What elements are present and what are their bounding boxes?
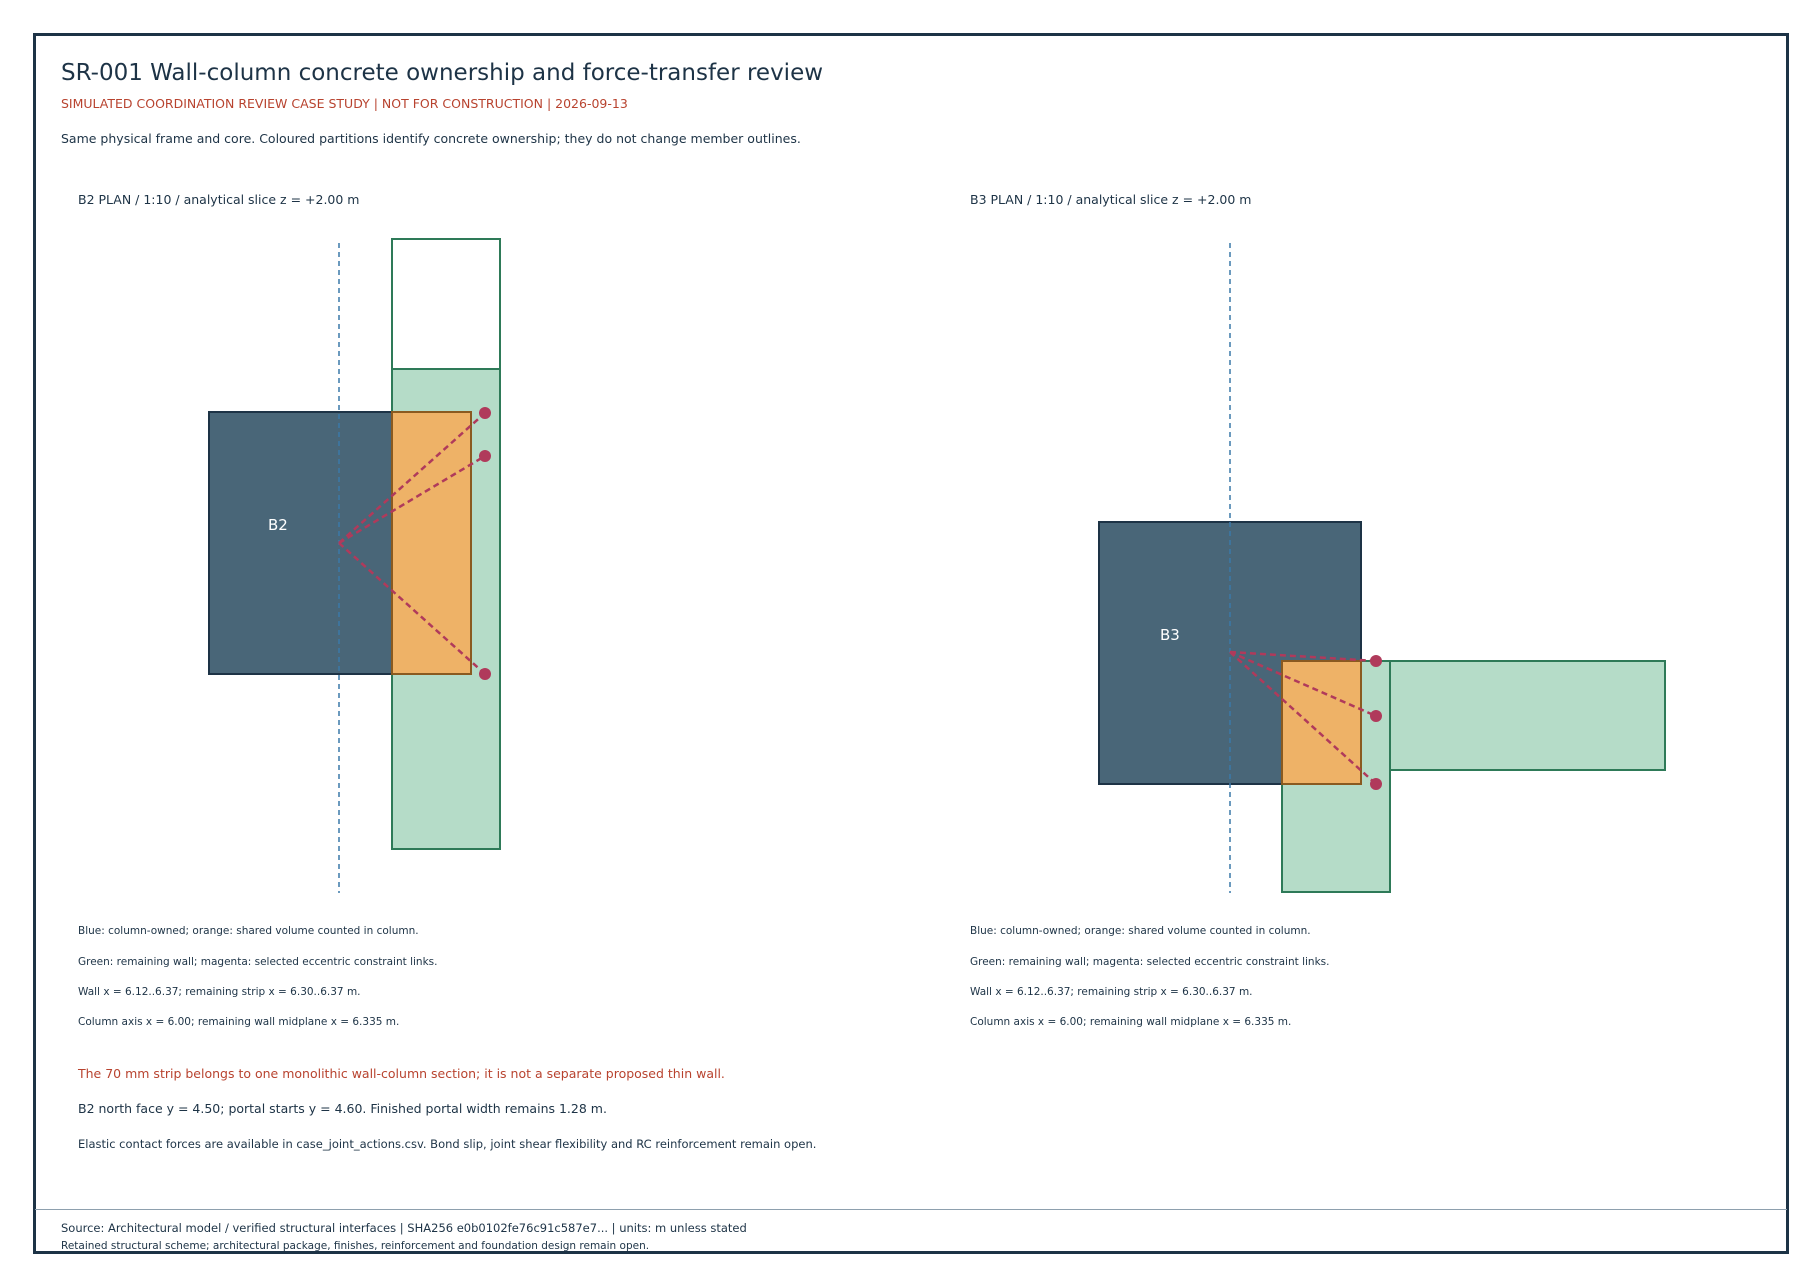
b3-link-node-1 [1370,655,1382,667]
intro-text: Same physical frame and core. Coloured partitions identify concrete ownership; they do not change member outlines. [61,131,801,146]
b3-wall-horizontal [1390,661,1665,770]
footer-source: Source: Architectural model / verified structural interfaces | SHA256 e0b0102fe76c91c587e7... | units: m unless stated [61,1221,747,1235]
status-subtitle: SIMULATED COORDINATION REVIEW CASE STUDY | NOT FOR CONSTRUCTION | 2026-09-13 [61,96,628,111]
b3-link-node-2 [1370,710,1382,722]
strip-warning: The 70 mm strip belongs to one monolithic wall-column section; it is not a separate proposed thin wall. [78,1066,725,1081]
b2-column-tag: B2 [268,516,288,534]
b3-note-axis: Column axis x = 6.00; remaining wall midplane x = 6.335 m. [970,1016,1292,1028]
b3-link-node-3 [1370,778,1382,790]
plan-label-b3: B3 PLAN / 1:10 / analytical slice z = +2.00 m [970,192,1252,207]
b3-note-legend-1: Blue: column-owned; orange: shared volume counted in column. [970,925,1311,937]
b3-column-tag: B3 [1160,626,1180,644]
footer-divider [35,1209,1787,1210]
plan-label-b2: B2 PLAN / 1:10 / analytical slice z = +2.00 m [78,192,360,207]
b3-note-legend-2: Green: remaining wall; magenta: selected eccentric constraint links. [970,956,1330,968]
b2-note-wall: Wall x = 6.12..6.37; remaining strip x = 6.30..6.37 m. [78,986,361,998]
b2-note-legend-1: Blue: column-owned; orange: shared volume counted in column. [78,925,419,937]
b2-note-legend-2: Green: remaining wall; magenta: selected eccentric constraint links. [78,956,438,968]
footer-scope: Retained structural scheme; architectural package, finishes, reinforcement and foundation design remain open. [61,1240,650,1252]
forces-finding: Elastic contact forces are available in case_joint_actions.csv. Bond slip, joint shear flexibility and RC reinforcement remain open. [78,1137,817,1151]
b3-note-wall: Wall x = 6.12..6.37; remaining strip x = 6.30..6.37 m. [970,986,1253,998]
page-title: SR-001 Wall-column concrete ownership and force-transfer review [61,60,824,86]
b2-note-axis: Column axis x = 6.00; remaining wall midplane x = 6.335 m. [78,1016,400,1028]
portal-finding: B2 north face y = 4.50; portal starts y = 4.60. Finished portal width remains 1.28 m. [78,1101,607,1116]
b3-shared-volume [1282,661,1361,784]
